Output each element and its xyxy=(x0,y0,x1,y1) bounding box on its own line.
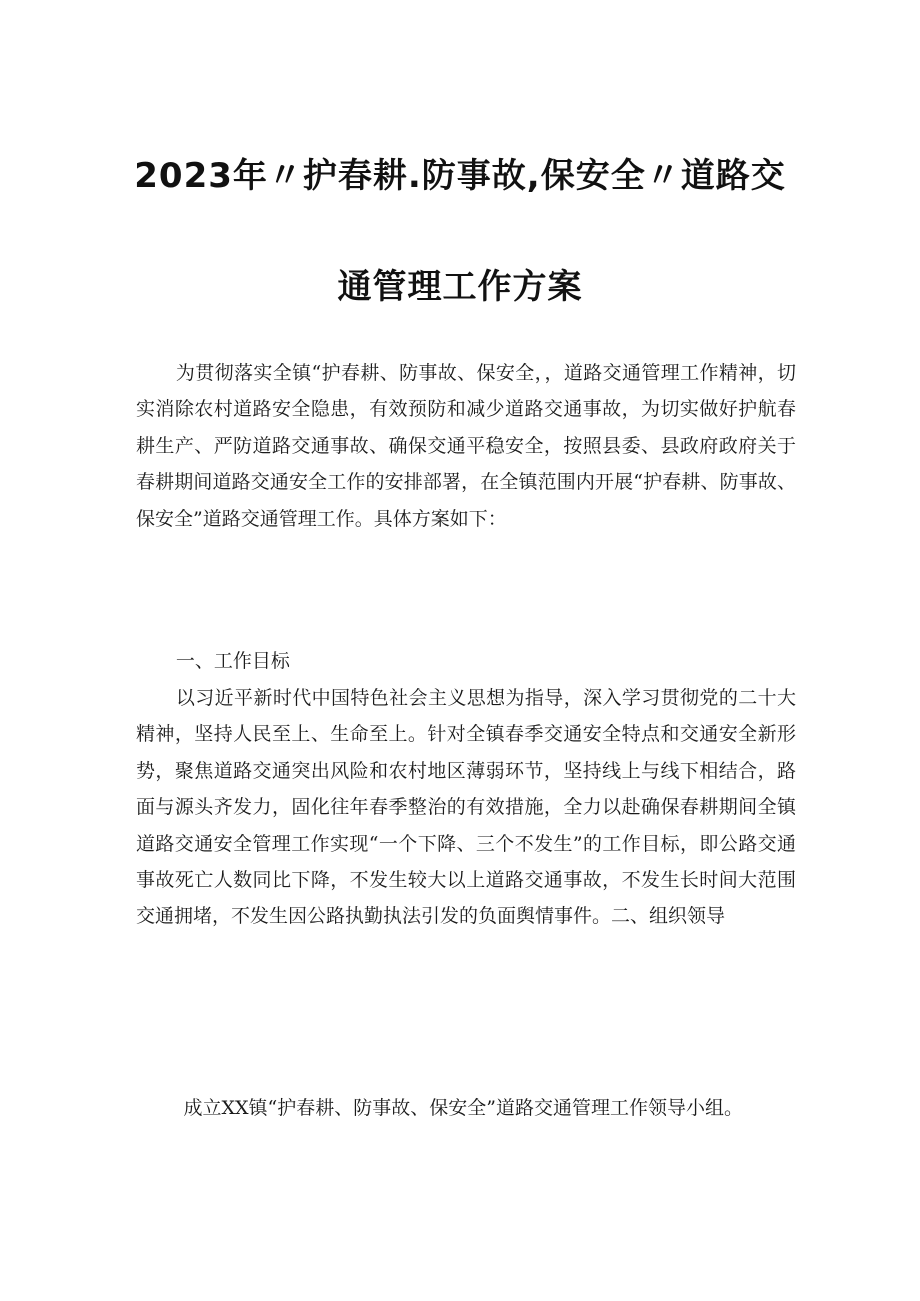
section-heading-goals: 一、工作目标 xyxy=(175,650,290,672)
goals-paragraph: 以习近平新时代中国特色社会主义思想为指导，深入学习贯彻党的二十大精神，坚持人民至上、生命至上。针对全镇春季交通安全特点和交通安全新形势，聚焦道路交通突出风险和农村地区薄弱环节，坚持线上与线下相结合，路面与源头齐发力，固化往年春季整治的有效措施，全力以赴确保春耕期间全镇道路交通安全管理工作实现“一个下降、三个不发生”的工作目标，即公路交通事故死亡人数同比下降，不发生较大以上道路交通事故，不发生长时间大范围交通拥堵，不发生因公路执勤执法引发的负面舆情事件。二、组织领导 xyxy=(136,687,796,928)
intro-paragraph: 为贯彻落实全镇“护春耕、防事故、保安全，，道路交通管理工作精神，切实消除农村道路安全隐患，有效预防和减少道路交通事故，为切实做好护航春耕生产、严防道路交通事故、确保交通平稳安全，按照县委、县政府政府关于春耕期间道路交通安全工作的安排部署，在全镇范围内开展“护春耕、防事故、保安全”道路交通管理工作。具体方案如下： xyxy=(136,362,796,530)
document-title-line-1: 2023年〃护春耕.防事故,保安全〃道路交 xyxy=(134,156,786,196)
document-title-line-2: 通管理工作方案 xyxy=(337,267,583,307)
leadership-paragraph: 成立XX镇“护春耕、防事故、保安全”道路交通管理工作领导小组。 xyxy=(183,1097,743,1119)
